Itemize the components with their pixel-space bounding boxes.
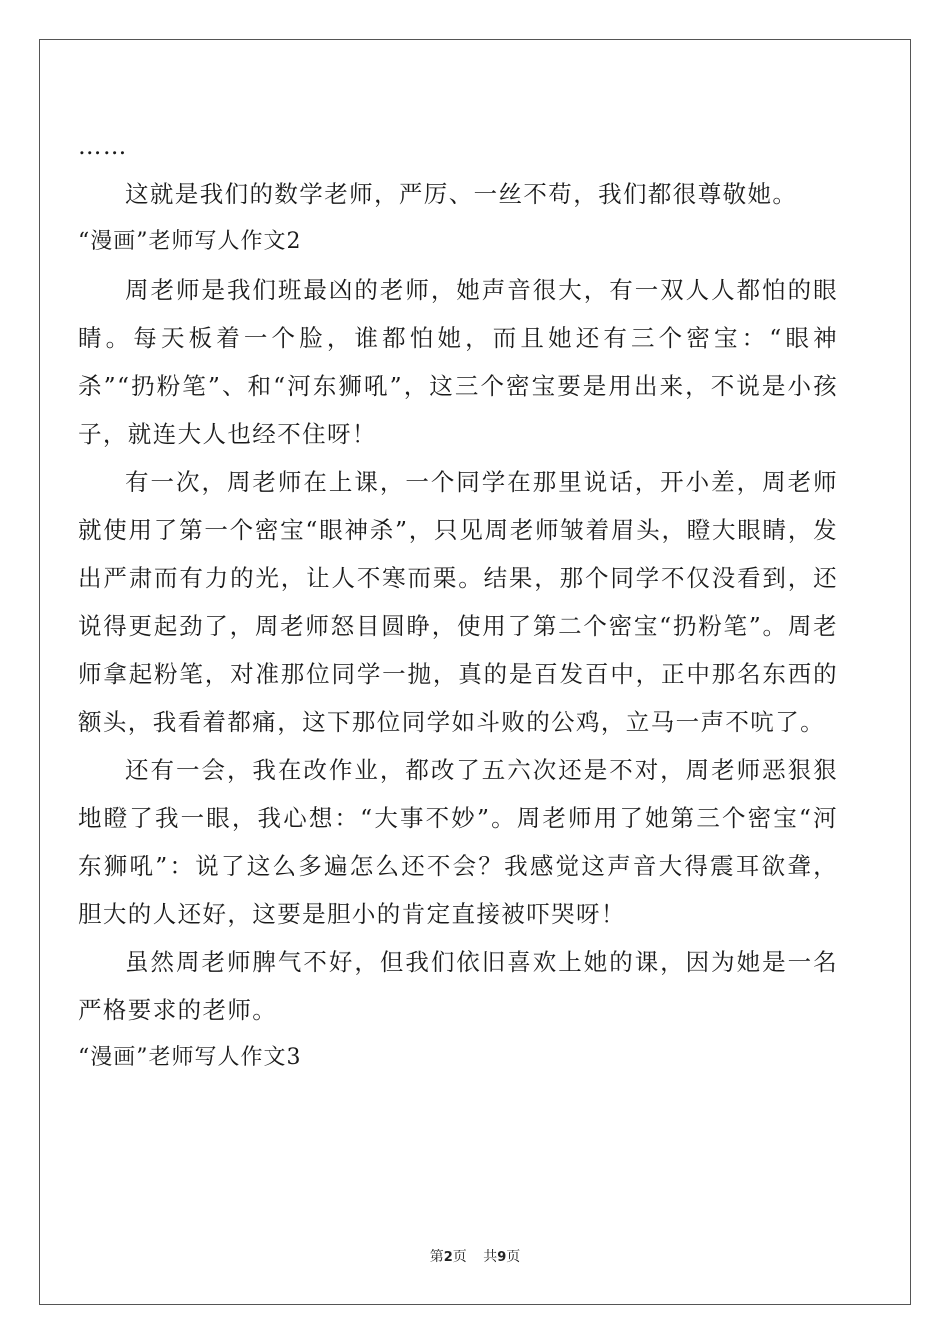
- essay-2-heading: “漫画”老师写人作文2: [78, 229, 302, 254]
- total-indicator: [483, 1249, 520, 1265]
- paragraph-story-1: 有一次，周老师在上课，一个同学在那里说话，开小差，周老师就使用了第一个密宝“眼神杀”，只见周老师皱着眉头，瞪大眼睛，发出严肃而有力的光，让人不寒而栗。结果，那个同学不仅没看到，还说得更起劲了，周老师怒目圆睁，使用了第二个密宝“扔粉笔”。周老师拿起粉笔，对准那位同学一抛，真的是百发百中，正中那名东西的额头，我看着都痛，这下那位同学如斗败的公鸡，立马一声不吭了。: [78, 468, 838, 736]
- document-body: [78, 122, 838, 1082]
- ellipsis-line: ……: [78, 132, 128, 160]
- total-suffix: 页: [506, 1249, 521, 1265]
- page-prefix: 第: [429, 1249, 444, 1265]
- paragraph-conclusion: 虽然周老师脾气不好，但我们依旧喜欢上她的课，因为她是一名严格要求的老师。: [78, 948, 838, 1024]
- total-page-count: 9: [497, 1250, 507, 1265]
- paragraph-story-2: 还有一会，我在改作业，都改了五六次还是不对，周老师恶狠狠地瞪了我一眼，我心想：“大事不妙”。周老师用了她第三个密宝“河东狮吼”：说了这么多遍怎么还不会？我感觉这声音大得震耳欲聋，胆大的人还好，这要是胆小的肯定直接被吓哭呀！: [78, 756, 838, 928]
- page-indicator: [430, 1249, 467, 1265]
- total-prefix: 共: [483, 1249, 498, 1265]
- paragraph-closing-essay-1: 这就是我们的数学老师，严厉、一丝不苟，我们都很尊敬她。: [125, 180, 798, 208]
- current-page-number: 2: [443, 1250, 453, 1265]
- essay-3-heading: “漫画”老师写人作文3: [78, 1045, 302, 1070]
- paragraph-intro: 周老师是我们班最凶的老师，她声音很大，有一双人人都怕的眼睛。每天板着一个脸，谁都怕她，而且她还有三个密宝：“眼神杀”“扔粉笔”、和“河东狮吼”，这三个密宝要是用出来，不说是小孩子，就连大人也经不住呀！: [78, 276, 838, 448]
- page-suffix: 页: [452, 1249, 467, 1265]
- page-footer: [0, 1246, 950, 1266]
